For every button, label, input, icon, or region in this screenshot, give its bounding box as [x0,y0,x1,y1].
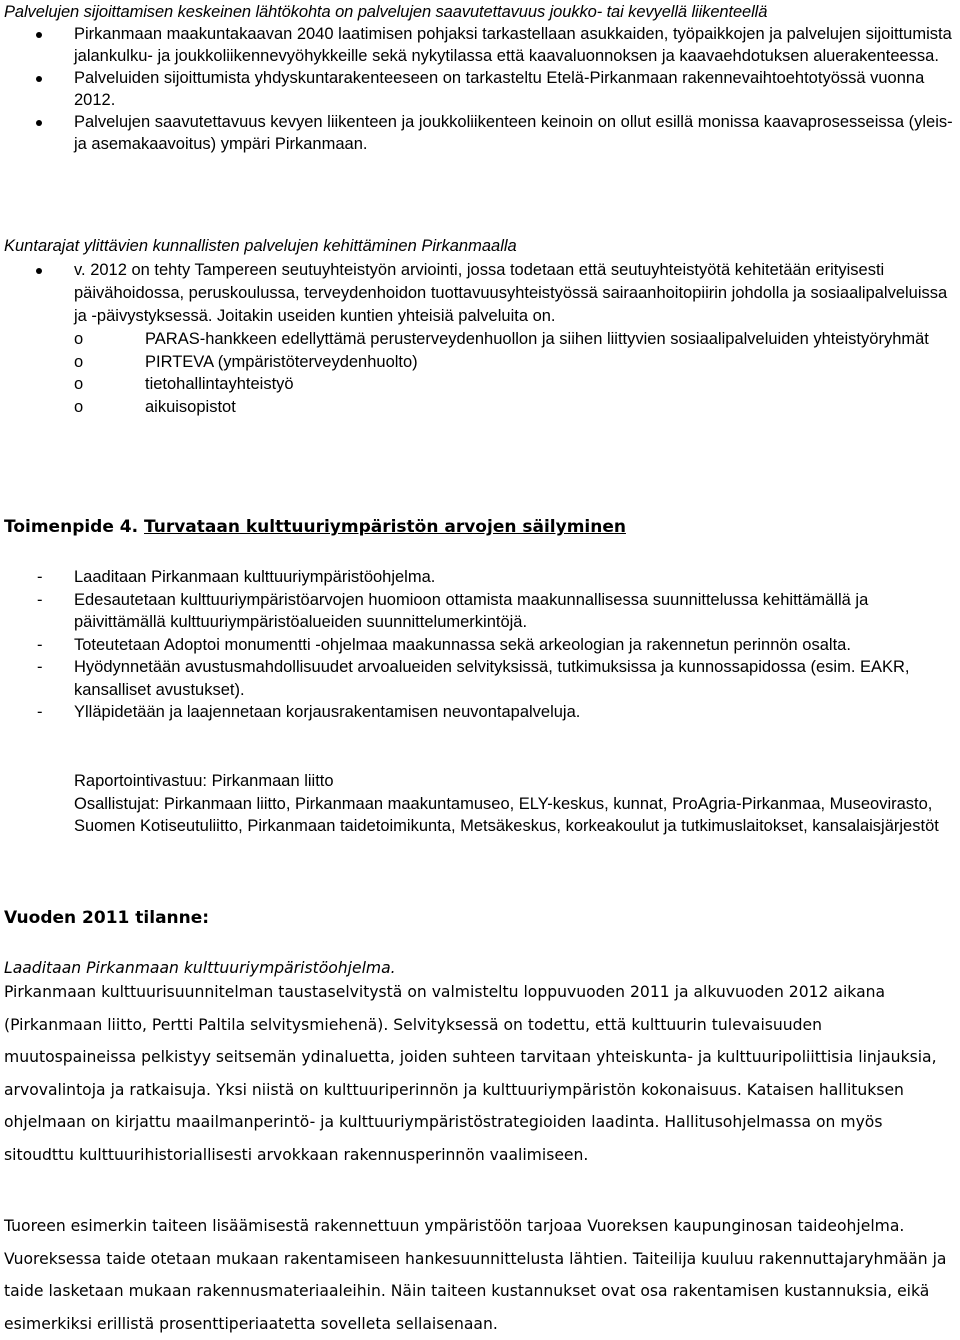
bullet-icon [36,76,42,82]
status-subheading: Laaditaan Pirkanmaan kulttuuriympäristöohjelma. [4,959,396,977]
section-2-sublist [0,328,955,418]
responsibility-block [74,770,944,838]
list-item: - Ylläpidetään ja laajennetaan korjausrakentamisen neuvontapalveluja. [37,703,581,721]
status-paragraph: Pirkanmaan kulttuurisuunnitelman taustaselvitystä on valmisteltu loppuvuoden 2011 ja alkuvuoden 2012 aikana (Pirkanmaan liitto, Pertti Paltila selvitysmiehenä). Selvityksessä on todettu, että kulttuurin tulevaisuuden muutospaineissa pelkistyy seitsemän ydinaluetta, joiden suhteen tarvitaan yhteiskunta- ja kulttuuripoliittisia linjauksia, arvovalintoja ja ratkaisuja. Yksi niistä on kulttuuriperinnön ja kulttuuriympäristön kokonaisuus. Kataisen hallituksen ohjelmaan on kirjattu maailmanperintö- ja kulttuuriympäristöstrategioiden laadinta. Hallitusohjelmassa on myös sitoudttu kulttuurihistoriallisesti arvokkaan rakennusperinnön vaalimiseen. [4,983,937,1164]
section-2-heading: Kuntarajat ylittävien kunnallisten palvelujen kehittäminen Pirkanmaalla [4,237,517,255]
reporting-responsibility: Raportointivastuu: Pirkanmaan liitto [74,772,334,790]
sublist-item: o PIRTEVA (ympäristöterveydenhuolto) [74,352,418,371]
list-item: v. 2012 on tehty Tampereen seutuyhteistyön arviointi, jossa todetaan että seutuyhteistyötä kehitetään erityisesti päivähoidossa, peruskoulussa, terveydenhoidon tuottavuusyhteistyössä sairaanhoitopiirin johdolla ja sosiaalipalveluissa ja -päivystyksessä. Joitakin useiden kuntien yhteisiä palveluita on. [0,259,955,328]
list-item: - Toteutetaan Adoptoi monumentti -ohjelmaa maakunnassa sekä arkeologian ja rakennetun perinnön osalta. [37,635,851,654]
list-item: Palvelujen saavutettavuus kevyen liikenteen ja joukkoliikenteen keinoin on ollut esillä monissa kaavaprosesseissa (yleis- ja asemakaavoitus) ympäri Pirkanmaan. [0,111,955,155]
action-heading-title: Turvataan kulttuuriympäristön arvojen säilyminen [144,517,626,537]
status-paragraph: Tuoreen esimerkin taiteen lisäämisestä rakennettuun ympäristöön tarjoaa Vuoreksen kaupunginosan taideohjelma. Vuoreksessa taide otetaan mukaan rakentamiseen hankesuunnittelusta lähtien. Taiteilija kuuluu rakennuttajaryhmään ja taide lasketaan mukaan rakennusmateriaaleihin. Näin taiteen kustannukset ovat osa rakentamisen kustannuksia, eikä esimerkiksi erillistä prosenttiperiaatetta sovelleta sellaisenaan. [4,1217,947,1333]
section-1-bullet-list [0,23,955,155]
list-item: - Hyödynnetään avustusmahdollisuudet arvoalueiden selvityksissä, tutkimuksissa ja kunnossapidossa (esim. EAKR, kansalliset avustukset). [37,658,910,699]
action-heading [4,515,626,539]
action-item-list [0,566,955,724]
sublist-item: o PARAS-hankkeen edellyttämä perusterveydenhuollon ja siihen liittyvien sosiaalipalveluiden yhteistyöryhmät [74,330,929,348]
status-heading: Vuoden 2011 tilanne: [4,908,210,928]
list-item: Pirkanmaan maakuntakaavan 2040 laatimisen pohjaksi tarkastellaan asukkaiden, työpaikkojen ja palvelujen sijoittumista jalankulku- ja joukkoliikennevyöhykkeille sekä nykytilassa että kaavaluonnoksen ja kaavaehdotuksen aluerakenteessa. [0,23,955,67]
section-1-heading: Palvelujen sijoittamisen keskeinen lähtökohta on palvelujen saavutettavuus joukko- tai kevyellä liikenteellä [4,3,768,21]
participants: Osallistujat: Pirkanmaan liitto, Pirkanmaan maakuntamuseo, ELY-keskus, kunnat, ProAgria-Pirkanmaa, Museovirasto, Suomen Kotiseutuliitto, Pirkanmaan taidetoimikunta, Metsäkeskus, korkeakoulut ja tutkimuslaitokset, kansalaisjärjestöt [74,794,939,835]
list-item: - Edesautetaan kulttuuriympäristöarvojen huomioon ottamista maakunnallisessa suunnittelussa kehittämällä ja päivittämällä kulttuuriympäristöalueiden suunnittelumerkintöjä. [37,590,869,631]
action-heading-prefix: Toimenpide 4. [4,517,139,537]
list-item: - Laaditaan Pirkanmaan kulttuuriympäristöohjelma. [37,568,436,586]
list-item: Palveluiden sijoittumista yhdyskuntarakenteeseen on tarkasteltu Etelä-Pirkanmaan rakennevaihtoehtotyössä vuonna 2012. [0,67,955,111]
section-2-bullet-list [0,259,955,418]
bullet-icon [36,120,42,126]
sublist-item: o tietohallintayhteistyö [74,375,294,393]
sublist-item: o aikuisopistot [74,397,236,416]
bullet-icon [36,32,42,38]
bullet-icon [36,268,42,274]
